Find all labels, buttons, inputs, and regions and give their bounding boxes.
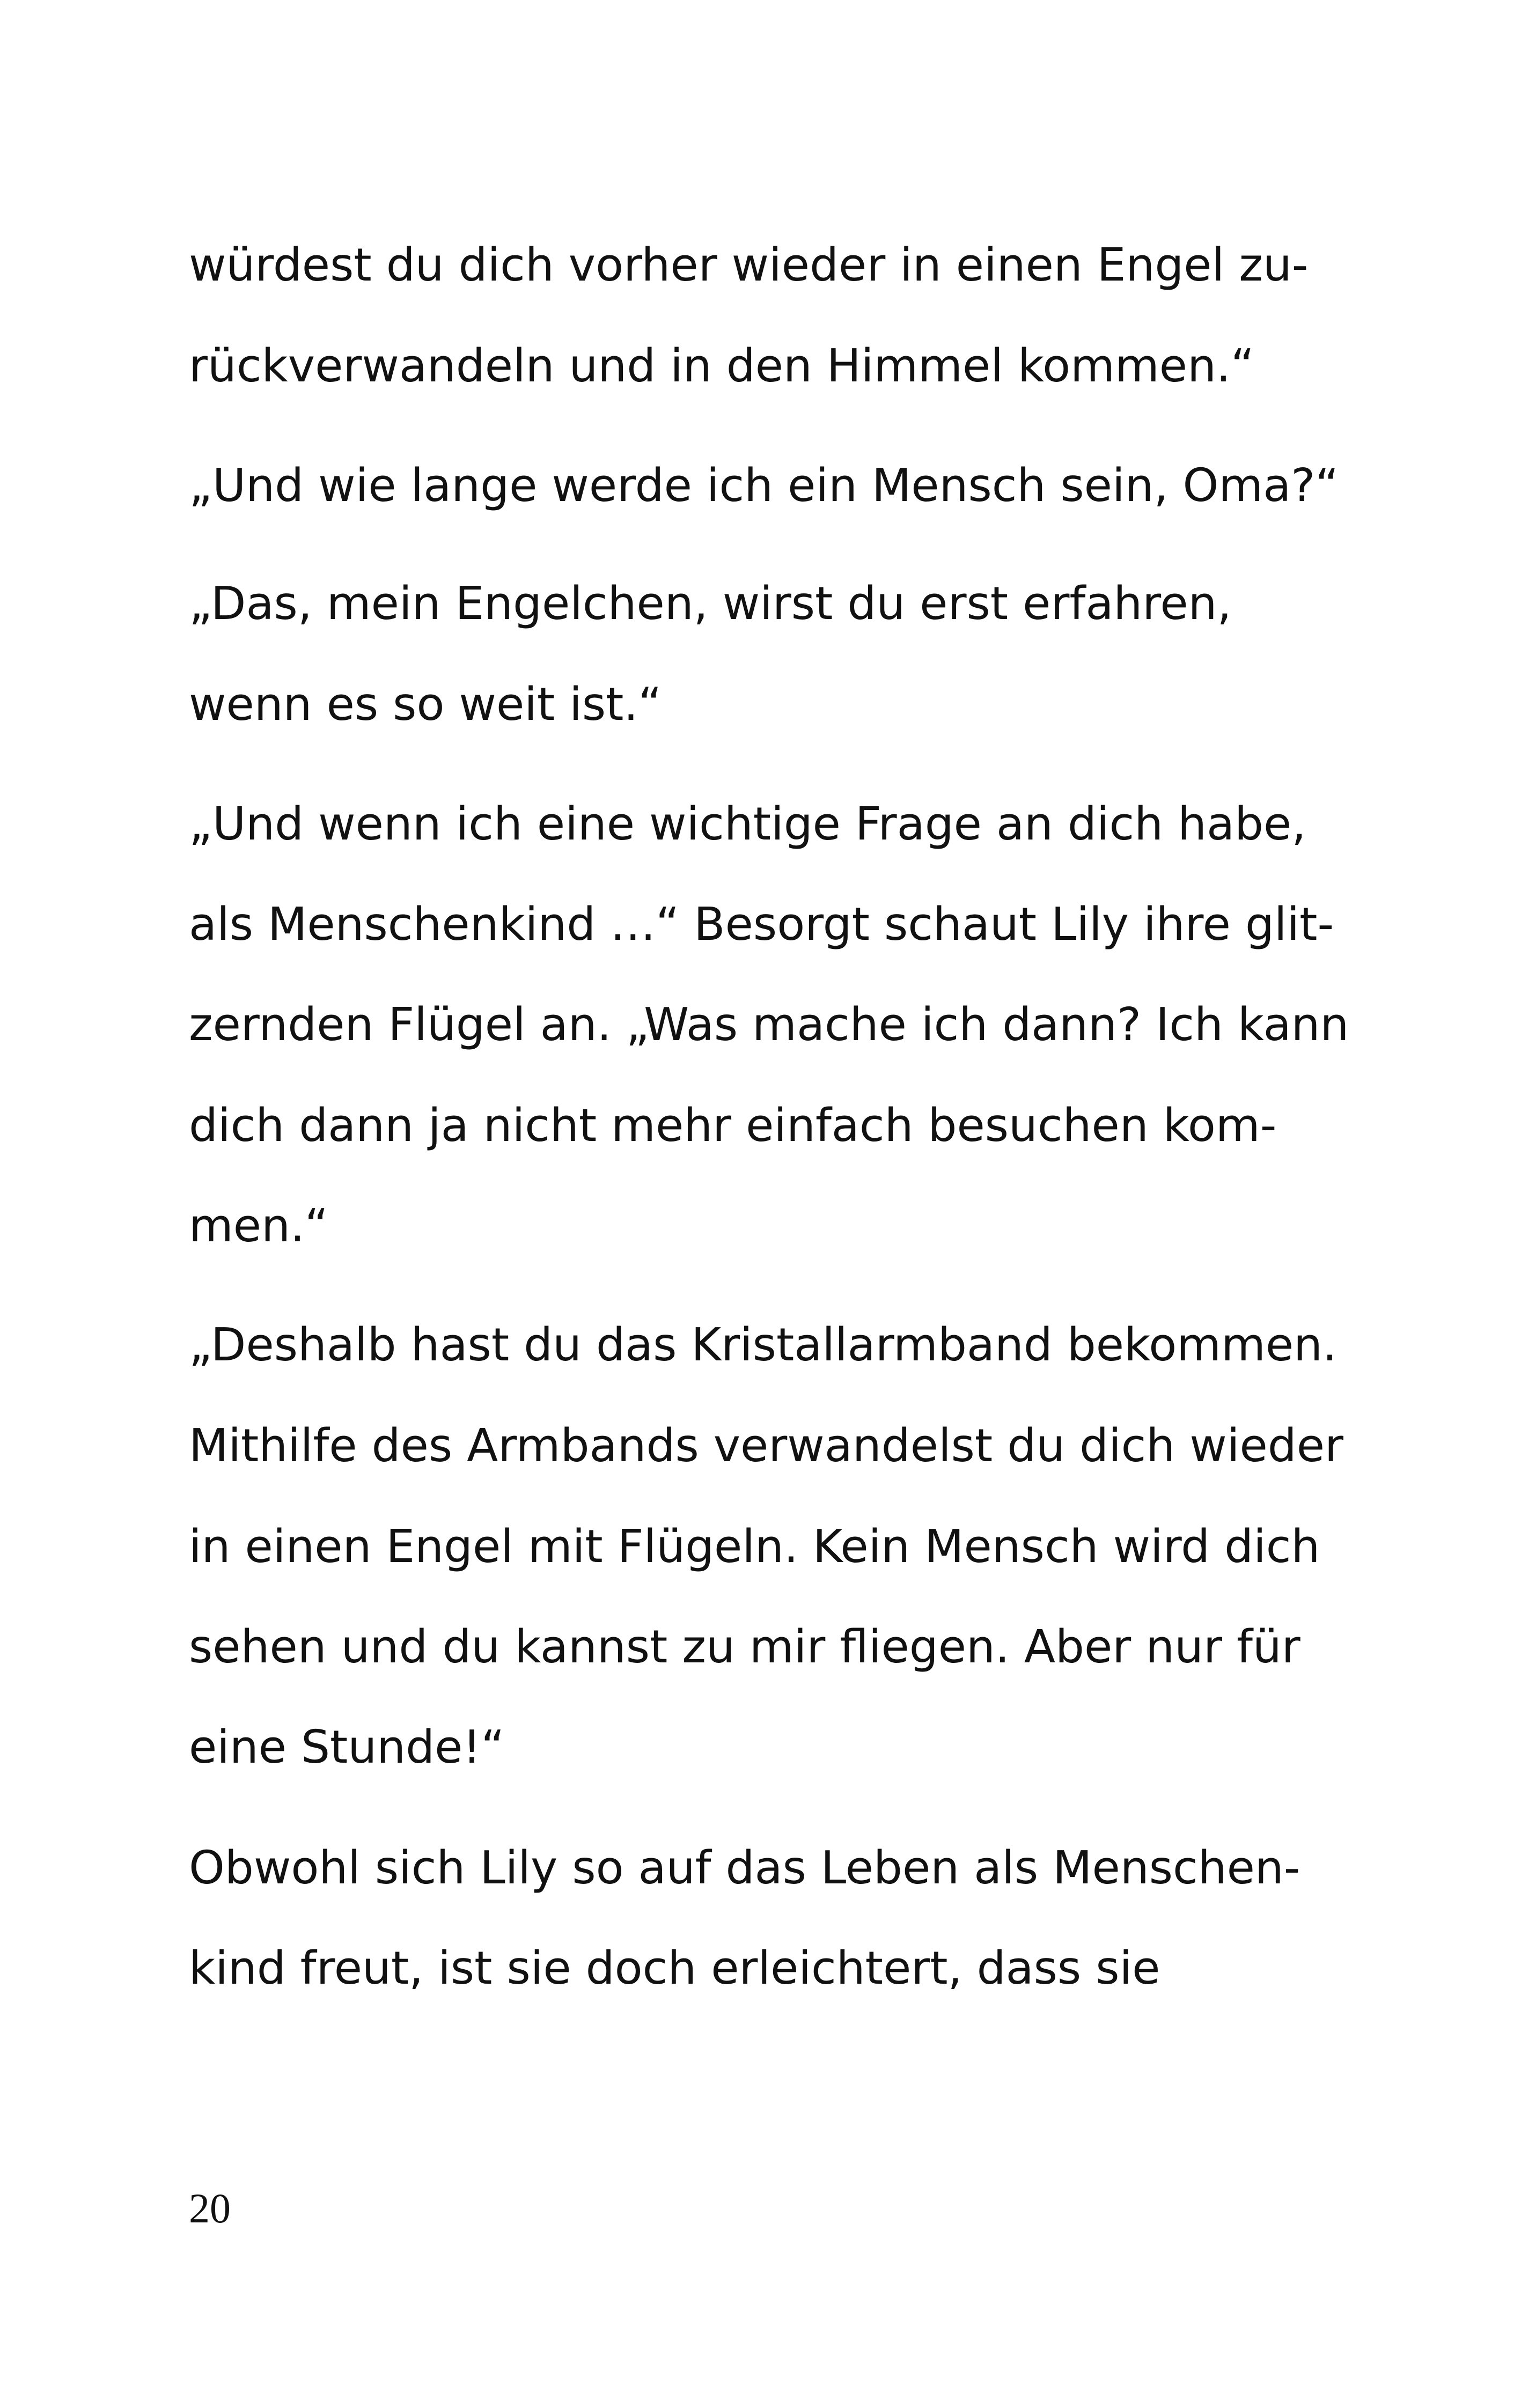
text-line: „Das, mein Engelchen, wirst du erst erfahren, bbox=[189, 577, 1232, 630]
text-line: „Und wie lange werde ich ein Mensch sein, Oma?“ bbox=[189, 459, 1339, 512]
text-line: in einen Engel mit Flügeln. Kein Mensch wird dich bbox=[189, 1520, 1320, 1573]
text-line: men.“ bbox=[189, 1199, 329, 1253]
text-line: rückverwandeln und in den Himmel kommen.“ bbox=[189, 340, 1255, 393]
text-line: würdest du dich vorher wieder in einen Engel zu- bbox=[189, 239, 1309, 292]
text-line: sehen und du kannst zu mir fliegen. Aber nur für bbox=[189, 1621, 1300, 1674]
text-line: „Und wenn ich eine wichtige Frage an dich habe, bbox=[189, 798, 1306, 851]
text-line: zernden Flügel an. „Was mache ich dann? Ich kann bbox=[189, 998, 1349, 1051]
text-line: wenn es so weit ist.“ bbox=[189, 678, 662, 731]
text-line: dich dann ja nicht mehr einfach besuchen kom- bbox=[189, 1099, 1277, 1152]
text-line: „Deshalb hast du das Kristallarmband bekommen. bbox=[189, 1319, 1338, 1372]
text-line: als Menschenkind …“ Besorgt schaut Lily ihre glit- bbox=[189, 898, 1334, 951]
text-line: Obwohl sich Lily so auf das Leben als Menschen- bbox=[189, 1842, 1300, 1895]
text-line: kind freut, ist sie doch erleichtert, dass sie bbox=[189, 1942, 1160, 1995]
text-line: eine Stunde!“ bbox=[189, 1721, 505, 1774]
text-line: Mithilfe des Armbands verwandelst du dich wieder bbox=[189, 1419, 1343, 1472]
page-number: 20 bbox=[189, 2185, 231, 2232]
